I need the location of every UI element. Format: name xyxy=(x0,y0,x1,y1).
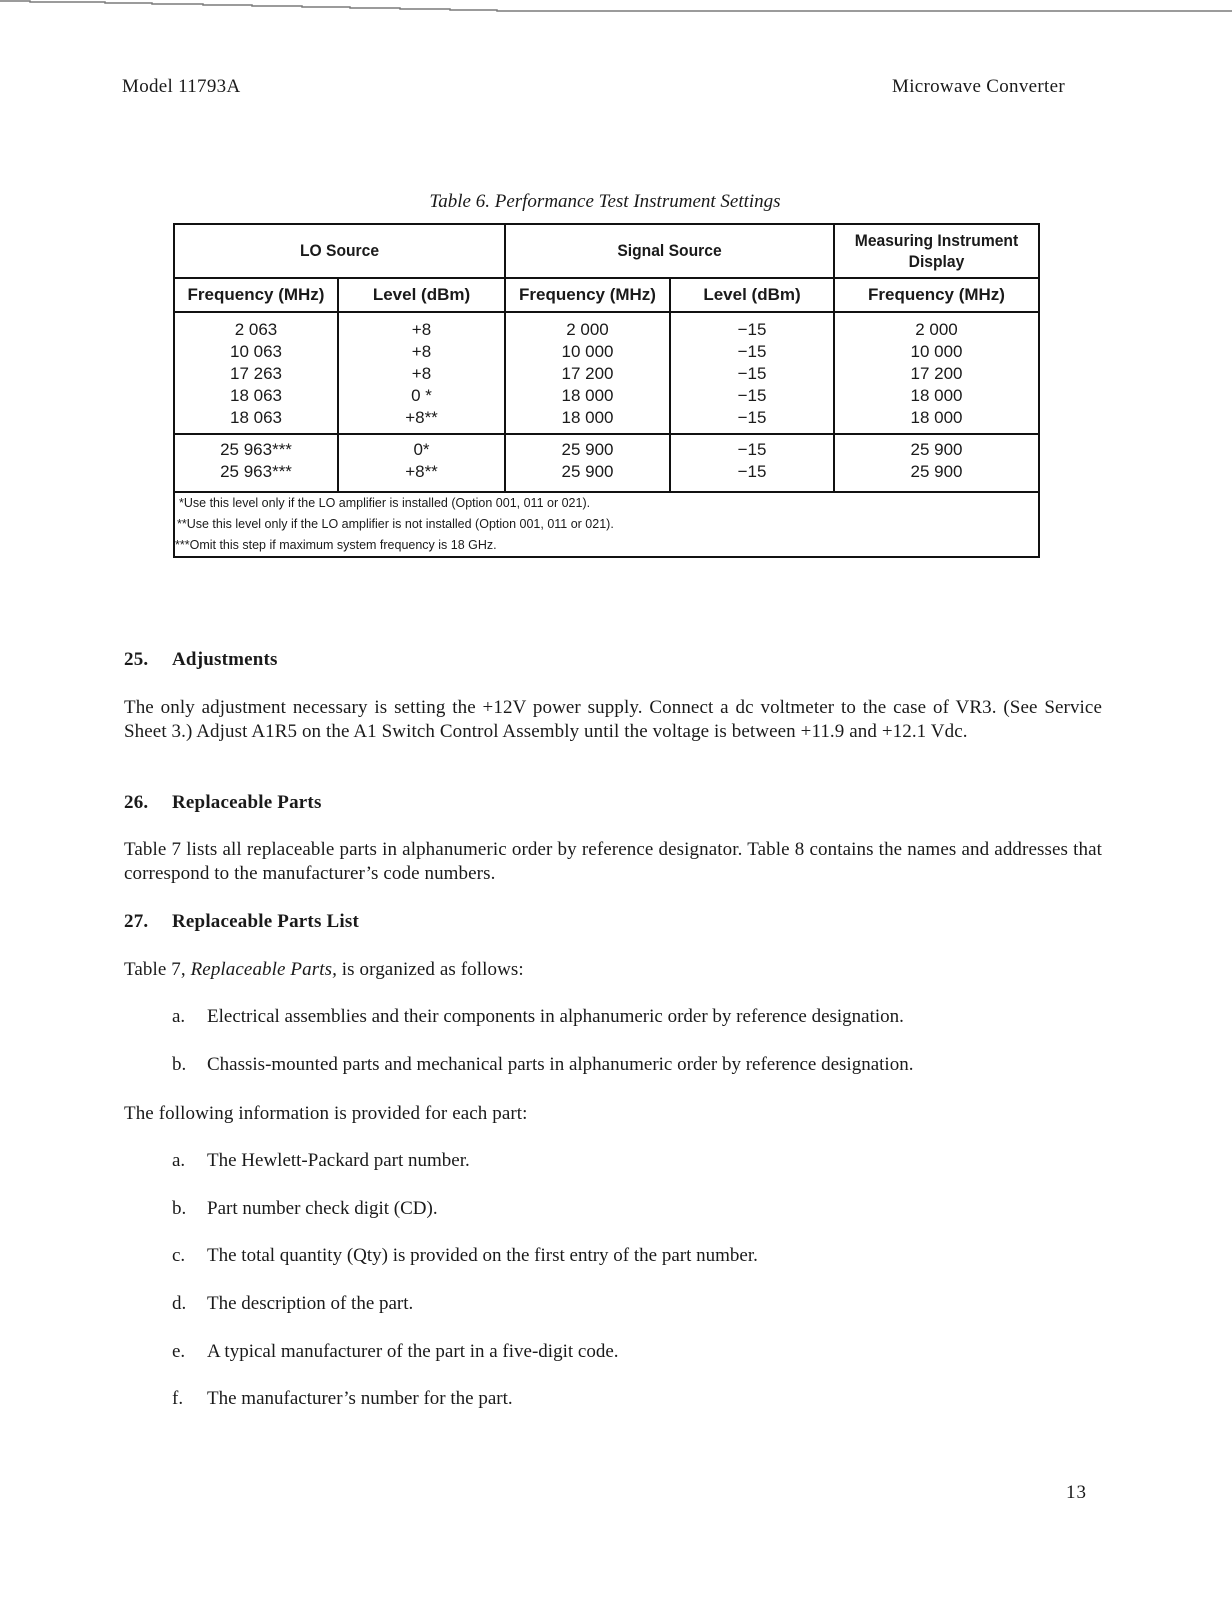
table-cell: 18 000 xyxy=(561,408,614,427)
section-heading-replaceable-parts xyxy=(124,792,322,814)
replaceable-parts-paragraph: Table 7 lists all replaceable parts in alphanumeric order by reference designator. Table 8 contains the names and addresses that correspond to the manufacturer’s code numbers. xyxy=(124,839,1102,884)
section-title: Replaceable Parts List xyxy=(172,911,359,932)
scan-edge-line xyxy=(0,0,1232,14)
lo-frequency-cell xyxy=(174,312,338,434)
table-cell: +8** xyxy=(405,462,438,481)
item-text: Electrical assemblies and their components in alphanumeric order by reference designation. xyxy=(207,1006,904,1027)
table-cell: 25 963*** xyxy=(220,440,292,459)
info-item-a xyxy=(172,1150,470,1172)
column-header-signal-level: Level (dBm) xyxy=(670,278,834,312)
section-number: 26. xyxy=(124,792,149,813)
column-header-signal-frequency: Frequency (MHz) xyxy=(505,278,670,312)
section-title: Replaceable Parts xyxy=(172,792,322,813)
lo-frequency-cell xyxy=(174,434,338,492)
item-label: a. xyxy=(172,1006,186,1027)
footnotes-row xyxy=(174,492,1039,557)
table-cell: 25 900 xyxy=(910,440,963,459)
table-cell: 18 063 xyxy=(230,408,282,427)
item-text: Part number check digit (CD). xyxy=(207,1198,438,1219)
table-cell: 17 263 xyxy=(230,364,282,383)
intro-text: is organized as follows: xyxy=(336,959,524,980)
running-header-model: Model 11793A xyxy=(122,76,241,97)
item-label: d. xyxy=(172,1293,187,1314)
item-text: The manufacturer’s number for the part. xyxy=(207,1388,513,1409)
parts-list-intro xyxy=(124,958,1102,982)
table-cell: −15 xyxy=(737,462,767,481)
table-cell: +8 xyxy=(411,320,432,339)
table-cell: 0 * xyxy=(411,386,432,405)
page-number: 13 xyxy=(1066,1482,1087,1503)
group-header-row xyxy=(174,224,1039,278)
intro-text: Table 7, xyxy=(124,959,191,980)
table-cell: 17 200 xyxy=(561,364,614,383)
signal-frequency-cell xyxy=(505,312,670,434)
table-row-group xyxy=(174,312,1039,434)
table-cell: −15 xyxy=(737,440,767,459)
table-cell: 2 000 xyxy=(915,320,958,339)
table-caption: Table 6. Performance Test Instrument Settings xyxy=(429,191,781,212)
table-cell: 2 063 xyxy=(234,320,278,339)
footnote: *Use this level only if the LO amplifier is installed (Option 001, 011 or 021). xyxy=(179,496,591,510)
info-item-f xyxy=(172,1388,513,1410)
item-text: Chassis-mounted parts and mechanical parts in alphanumeric order by reference designation. xyxy=(207,1054,914,1075)
organization-item-b xyxy=(172,1054,913,1076)
table-reference: Replaceable Parts, xyxy=(190,959,337,980)
group-header-measuring-display: Measuring Instrument Display xyxy=(842,224,1031,278)
lo-level-cell xyxy=(338,312,505,434)
item-label: a. xyxy=(172,1150,186,1171)
table-cell: −15 xyxy=(737,342,767,361)
column-header-row xyxy=(174,278,1039,312)
table-cell: 18 000 xyxy=(561,386,614,405)
display-frequency-cell xyxy=(834,312,1039,434)
table-cell: 25 963*** xyxy=(220,462,292,481)
table-cell: −15 xyxy=(737,364,767,383)
display-frequency-cell xyxy=(834,434,1039,492)
signal-frequency-cell xyxy=(505,434,670,492)
table-cell: 25 900 xyxy=(561,440,614,459)
footnote: ***Omit this step if maximum system frequency is 18 GHz. xyxy=(175,538,497,552)
item-label: c. xyxy=(172,1245,186,1266)
signal-level-cell xyxy=(670,434,834,492)
section-heading-adjustments xyxy=(124,649,278,671)
table-footnotes xyxy=(174,492,1039,557)
info-item-e xyxy=(172,1341,619,1363)
info-item-d xyxy=(172,1293,413,1315)
table-cell: 2 000 xyxy=(566,320,609,339)
table-row-group xyxy=(174,434,1039,492)
item-label: b. xyxy=(172,1054,187,1075)
table-cell: 10 000 xyxy=(910,342,963,361)
table-cell: +8** xyxy=(405,408,438,427)
signal-level-cell xyxy=(670,312,834,434)
organization-item-a xyxy=(172,1006,904,1028)
section-heading-replaceable-parts-list xyxy=(124,911,359,933)
table-cell: −15 xyxy=(737,320,767,339)
table-cell: −15 xyxy=(737,386,767,405)
section-number: 25. xyxy=(124,649,149,670)
info-item-b xyxy=(172,1198,438,1220)
item-text: A typical manufacturer of the part in a five-digit code. xyxy=(207,1341,619,1362)
table-cell: 25 900 xyxy=(561,462,614,481)
item-text: The total quantity (Qty) is provided on the first entry of the part number. xyxy=(207,1245,758,1266)
item-label: e. xyxy=(172,1341,186,1362)
table-cell: 18 063 xyxy=(230,386,282,405)
info-item-c xyxy=(172,1245,758,1267)
table-cell: +8 xyxy=(411,364,432,383)
column-header-lo-level: Level (dBm) xyxy=(338,278,505,312)
section-title: Adjustments xyxy=(172,649,278,670)
group-header-lo-source: LO Source xyxy=(187,224,492,278)
column-header-lo-frequency: Frequency (MHz) xyxy=(174,278,338,312)
item-label: b. xyxy=(172,1198,187,1219)
table-cell: 0* xyxy=(413,440,430,459)
running-header-title: Microwave Converter xyxy=(892,76,1065,97)
table-cell: 18 000 xyxy=(910,386,963,405)
performance-settings-table xyxy=(173,223,1040,558)
table-cell: 10 000 xyxy=(561,342,614,361)
lo-level-cell xyxy=(338,434,505,492)
item-text: The description of the part. xyxy=(207,1293,414,1314)
section-number: 27. xyxy=(124,911,149,932)
item-text: The Hewlett-Packard part number. xyxy=(207,1150,470,1171)
group-header-signal-source: Signal Source xyxy=(518,224,821,278)
column-header-display-frequency: Frequency (MHz) xyxy=(834,278,1039,312)
table-cell: +8 xyxy=(411,342,432,361)
table-cell: 18 000 xyxy=(910,408,963,427)
info-intro: The following information is provided for each part: xyxy=(124,1103,528,1124)
table-cell: 25 900 xyxy=(910,462,963,481)
table-cell: −15 xyxy=(737,408,767,427)
item-label: f. xyxy=(172,1388,184,1409)
footnote: **Use this level only if the LO amplifier is not installed (Option 001, 011 or 021). xyxy=(177,517,614,531)
table-cell: 10 063 xyxy=(230,342,282,361)
adjustments-paragraph: The only adjustment necessary is setting the +12V power supply. Connect a dc voltmeter to the case of VR3. (See Service Sheet 3.) Adjust A1R5 on the A1 Switch Control Assembly until the voltage is between +11.9 and +12.1 Vdc. xyxy=(124,697,1102,742)
table-cell: 17 200 xyxy=(910,364,963,383)
